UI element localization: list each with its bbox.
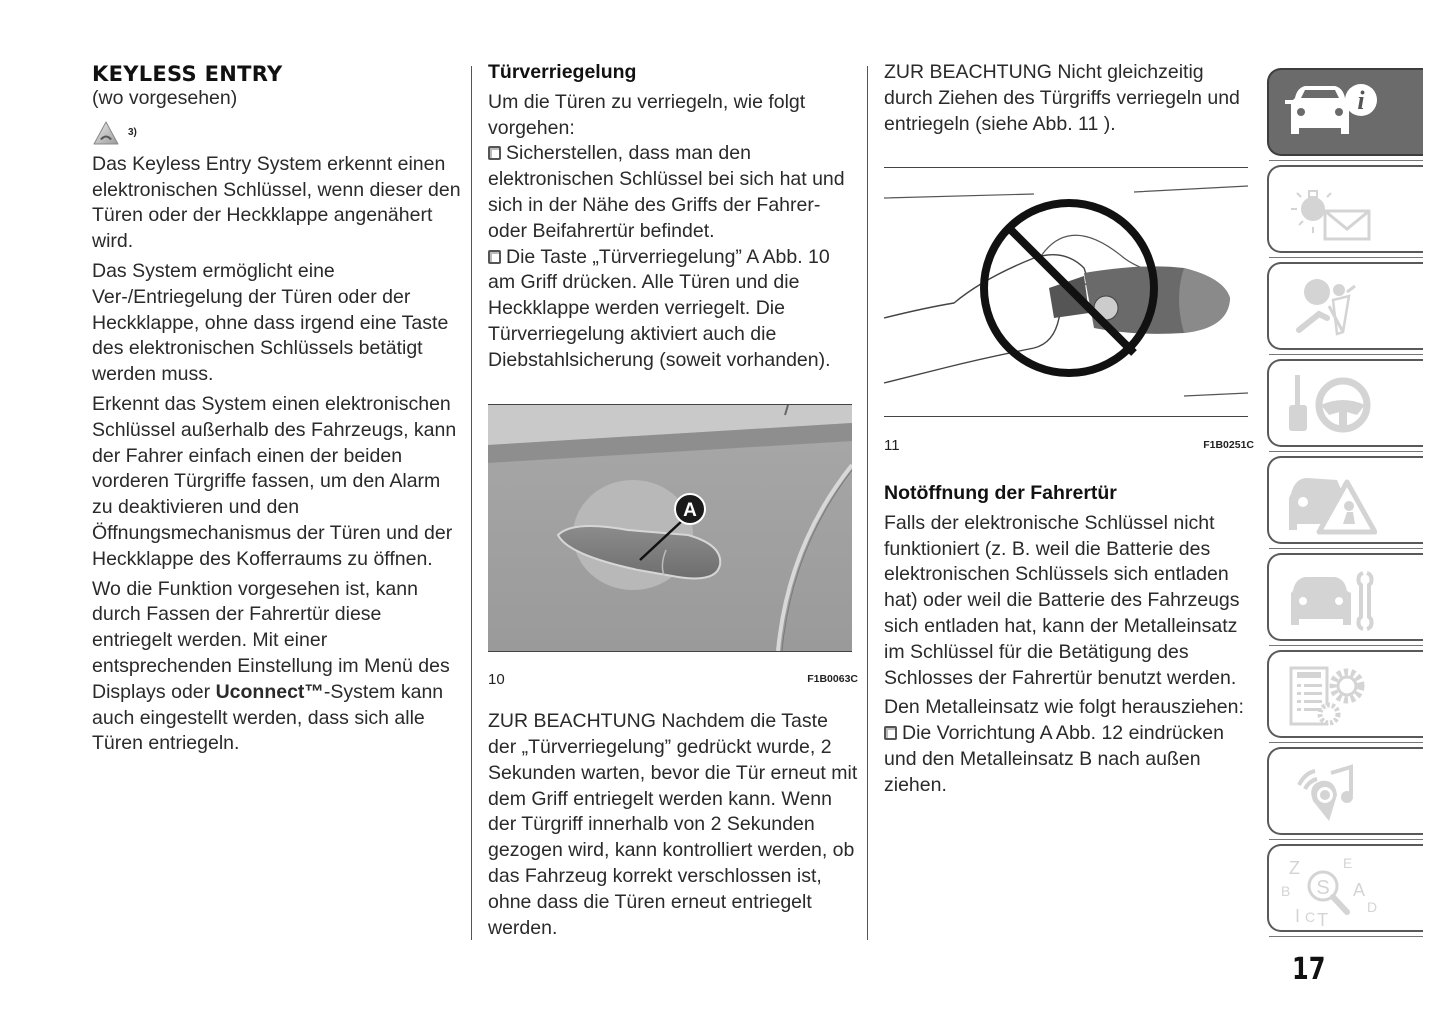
prohibited-handle-pull-illustration [884,167,1248,417]
svg-text:I: I [1295,906,1301,926]
column-1 [92,60,462,761]
list-item-text: Die Taste „Türverriegelung” A Abb. 10 am Griff drücken. Alle Türen und die Heckklappe werden verriegelt. Die Türverriegelung aktiviert auch die Diebstahlsicherung (soweit vorhanden). [488,245,831,371]
paragraph: Um die Türen zu verriegeln, wie folgt vorgehen: [488,90,806,139]
figure-code: F1B0251C [1203,439,1254,452]
tab-starting-driving[interactable] [1267,359,1423,447]
warning-light-message-icon [1277,173,1377,249]
figure-code: F1B0063C [807,673,858,686]
column-2 [488,60,858,945]
list-item-text: Sicherstellen, dass man den elektronischen Schlüssel bei sich hat und sich in der Nähe des Griffs der Fahrer- oder Beifahrertür befindet. [488,142,845,242]
svg-text:C: C [1305,909,1316,925]
svg-text:i: i [1357,86,1365,115]
paragraph: Falls der elektronische Schlüssel nicht funktioniert (z. B. weil die Batterie des elektronischen Schlüssels sich entladen hat) oder weil die Batterie des Fahrzeugs sich entladen hat, kann der Metalleinsatz im Schlüssel für die Betätigung des Schlosses der Fahrertür benutzt werden. [884,511,1240,689]
list-gears-icon [1277,658,1377,734]
warning-ref-number: 3) [128,126,137,138]
figure-10 [488,374,858,694]
svg-text:S: S [1316,877,1330,899]
page-number: 17 [1292,952,1326,987]
svg-text:T: T [1317,910,1328,928]
tab-dashboard-lights[interactable] [1267,165,1423,253]
checkbox-bullet-icon [488,146,501,160]
svg-text:Z: Z [1289,858,1300,878]
section-subtitle: (wo vorgesehen) [92,87,238,109]
tab-safety[interactable] [1267,262,1423,350]
paragraph: Erkennt das System einen elektronischen Schlüssel außerhalb des Fahrzeugs, kann der Fahrer einfach einen der beiden vorderen Türgriffe fassen, um den Alarm zu deaktivieren und den Öffnungsmechanismus der Türen und der Heckklappe des Kofferraums zu öffnen. [92,392,457,570]
tab-multimedia[interactable] [1267,747,1423,835]
svg-text:B: B [1281,883,1291,899]
key-steering-wheel-icon [1277,367,1377,443]
figure-11 [884,141,1254,459]
column-divider [867,66,868,940]
callout-a: A [683,499,697,521]
column-3 [884,60,1254,799]
paragraph [92,577,462,758]
section-title: KEYLESS ENTRY [92,62,283,86]
list-item [488,141,858,244]
paragraph: Das System ermöglicht eine Ver-/Entriegelung der Türen oder der Heckklappe, ohne dass irgend eine Taste des elektronischen Schlüssels betätigt werden muss. [92,259,449,386]
svg-text:E: E [1343,855,1353,871]
car-info-icon [1277,76,1377,152]
alphabet-magnifier-icon [1277,852,1377,928]
column-divider [471,66,472,940]
figure-caption [884,433,1254,459]
warning-triangle-icon [92,120,120,146]
list-item [884,721,1254,798]
music-location-icon [1277,755,1377,831]
car-wrench-icon [1277,561,1377,637]
figure-number: 11 [884,437,900,455]
uconnect-brand: Uconnect™ [215,680,324,703]
note: ZUR BEACHTUNG Nicht gleichzeitig durch Ziehen des Türgriffs verriegeln und entriegeln (siehe Abb. 11 ). [884,61,1240,135]
tab-vehicle-info[interactable] [1267,68,1423,156]
svg-text:D: D [1367,899,1377,915]
section-heading: Türverriegelung [488,61,637,83]
warning-reference [92,116,462,150]
text-run: Wo die Funktion vorgesehen ist, kann durch Fassen der Fahrertür diese entriegelt werden. Mit einer entsprechenden Einstellung im Menü des Displays oder [92,577,450,703]
note: ZUR BEACHTUNG Nachdem die Taste der „Türverriegelung” gedrückt wurde, 2 Sekunden warten, bevor die Tür erneut mit dem Griff entriegelt werden kann. Wenn der Türgriff innerhalb von 2 Sekunden gezogen wird, kann kontrolliert werden, ob das Fahrzeug korrekt verschlossen ist, ohne dass die Türen erneut entriegelt werden. [488,710,858,939]
tab-maintenance[interactable] [1267,553,1423,641]
paragraph: Das Keyless Entry System erkennt einen elektronischen Schlüssel, wenn dieser den Türen oder der Heckklappe angenähert wird. [92,152,461,253]
chapter-tabs [1267,68,1423,941]
tab-technical-data[interactable] [1267,650,1423,738]
car-warning-triangle-icon [1277,464,1377,540]
airbag-seatbelt-icon [1277,270,1377,346]
checkbox-bullet-icon [488,250,501,264]
svg-text:A: A [1353,880,1366,900]
tab-emergency[interactable] [1267,456,1423,544]
tab-index[interactable] [1267,844,1423,932]
list-item [488,245,858,374]
text-run: -System kann auch eingestellt werden, dass sich alle Türen entriegeln. [92,680,444,755]
figure-caption [488,667,858,693]
list-item-text: Die Vorrichtung A Abb. 12 eindrücken und den Metalleinsatz B nach außen ziehen. [884,722,1224,796]
figure-number: 10 [488,671,505,689]
checkbox-bullet-icon [884,726,897,740]
door-handle-illustration [488,404,852,652]
paragraph: Den Metalleinsatz wie folgt herausziehen: [884,696,1244,719]
section-heading: Notöffnung der Fahrertür [884,481,1117,504]
